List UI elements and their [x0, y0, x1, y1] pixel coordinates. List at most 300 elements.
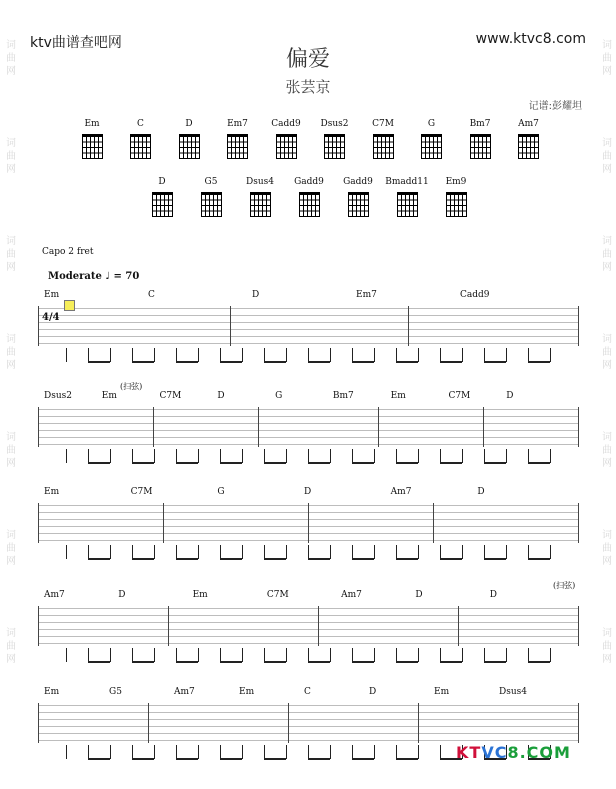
note-beam [132, 661, 154, 663]
note-beam [308, 361, 330, 363]
note-beam [264, 558, 286, 560]
tab-chord-label: Em [44, 687, 60, 697]
note-beam [484, 462, 506, 464]
tab-chord-label: C7M [130, 487, 153, 497]
watermark-char: 网 [6, 458, 16, 469]
note-beam [528, 661, 550, 663]
note-stem [110, 449, 111, 463]
chord-name: C [137, 119, 144, 129]
side-watermark-right [600, 40, 614, 726]
tab-chord-label: D [369, 687, 377, 697]
chord-diagram [507, 118, 551, 159]
note-beam [352, 462, 374, 464]
watermark-group [600, 628, 614, 726]
note-stem [308, 348, 309, 362]
tab-string-line [38, 615, 578, 616]
note-stem [264, 745, 265, 759]
watermark-char: 词 [602, 334, 612, 345]
tab-string-line [38, 322, 578, 323]
watermark-group [600, 40, 614, 138]
note-stem [88, 648, 89, 662]
rhythm-stems [38, 449, 578, 463]
watermark-char: 网 [6, 654, 16, 665]
logo-part-3: 8.COM [507, 743, 571, 762]
chord-diagram [336, 176, 380, 217]
fretboard-grid [348, 192, 369, 217]
fretboard-grid [324, 134, 345, 159]
tab-chord-label: Am7 [390, 487, 412, 497]
fretboard-grid [276, 134, 297, 159]
watermark-char: 曲 [602, 53, 612, 64]
chord-diagram [70, 118, 114, 159]
note-stem [506, 449, 507, 463]
note-stem [242, 545, 243, 559]
note-stem [242, 348, 243, 362]
note-stem [440, 545, 441, 559]
watermark-char: 曲 [602, 249, 612, 260]
watermark-char: 曲 [6, 543, 16, 554]
note-beam [352, 758, 374, 760]
note-beam [308, 758, 330, 760]
tab-chord-label: D [118, 590, 126, 600]
bar-line [578, 306, 579, 346]
note-stem [132, 348, 133, 362]
bar-line [578, 407, 579, 447]
watermark-group [4, 334, 18, 432]
note-beam [396, 361, 418, 363]
chord-name: C7M [372, 119, 394, 129]
bar-line [308, 503, 309, 543]
note-beam [396, 462, 418, 464]
tab-chord-label: D [506, 391, 514, 401]
note-stem [528, 449, 529, 463]
note-beam [528, 361, 550, 363]
watermark-group [600, 334, 614, 432]
note-beam [440, 558, 462, 560]
arranger-credit: 记谱:彭耀坦 [528, 101, 582, 112]
bar-line [38, 503, 39, 543]
tempo-marking: Moderate ♩ = 70 [48, 271, 140, 282]
note-stem [484, 348, 485, 362]
note-beam [132, 361, 154, 363]
rhythm-stems [38, 348, 578, 362]
note-stem [176, 745, 177, 759]
note-stem [154, 449, 155, 463]
tab-string-line [38, 444, 578, 445]
chord-diagram [434, 176, 478, 217]
fretboard-grid [152, 192, 173, 217]
note-stem [418, 745, 419, 759]
note-beam [176, 462, 198, 464]
note-stem [374, 745, 375, 759]
note-stem [154, 348, 155, 362]
bar-line [230, 306, 231, 346]
note-beam [88, 758, 110, 760]
chord-diagram [189, 176, 233, 217]
note-beam [88, 462, 110, 464]
highlight-marker [64, 300, 75, 311]
tab-string-line [38, 705, 578, 706]
note-stem [110, 545, 111, 559]
note-stem [440, 449, 441, 463]
tab-string-line [38, 608, 578, 609]
note-beam [440, 462, 462, 464]
chord-name: Em9 [445, 177, 467, 187]
bar-line [318, 606, 319, 646]
watermark-group [4, 236, 18, 334]
note-beam [220, 361, 242, 363]
note-stem [220, 449, 221, 463]
note-beam [264, 361, 286, 363]
tab-chord-label: C [148, 290, 155, 300]
tab-chord-label: Em7 [356, 290, 377, 300]
chord-diagram [361, 118, 405, 159]
note-beam [220, 758, 242, 760]
note-stem [154, 545, 155, 559]
note-beam [176, 361, 198, 363]
note-stem [198, 745, 199, 759]
note-beam [132, 758, 154, 760]
chord-diagram [287, 176, 331, 217]
time-signature: 4/4 [42, 312, 60, 323]
chord-name: G5 [204, 177, 218, 187]
bar-line [433, 503, 434, 543]
tab-chord-label: C [304, 687, 311, 697]
note-stem [374, 449, 375, 463]
tab-chord-label: Em [192, 590, 208, 600]
note-stem [132, 449, 133, 463]
note-beam [396, 558, 418, 560]
note-beam [176, 758, 198, 760]
tab-chord-label: D [252, 290, 260, 300]
fretboard-grid [227, 134, 248, 159]
watermark-char: 词 [602, 530, 612, 541]
watermark-group [4, 40, 18, 138]
note-stem [440, 648, 441, 662]
fretboard-grid [373, 134, 394, 159]
note-beam [308, 558, 330, 560]
note-beam [396, 661, 418, 663]
note-stem [264, 348, 265, 362]
note-stem [440, 745, 441, 759]
tab-string-line [38, 336, 578, 337]
tab-chord-label: D [304, 487, 312, 497]
bar-line [258, 407, 259, 447]
chord-diagram [385, 176, 429, 217]
rhythm-stems [38, 648, 578, 662]
tab-chord-label: Em [390, 391, 406, 401]
note-stem [352, 745, 353, 759]
note-stem [66, 745, 67, 759]
fretboard-grid [250, 192, 271, 217]
watermark-char: 词 [602, 628, 612, 639]
note-beam [264, 661, 286, 663]
note-stem [198, 545, 199, 559]
watermark-char: 词 [602, 138, 612, 149]
note-stem [550, 348, 551, 362]
note-stem [220, 648, 221, 662]
note-stem [198, 348, 199, 362]
note-stem [506, 348, 507, 362]
chord-diagram [238, 176, 282, 217]
note-stem [462, 348, 463, 362]
tab-string-line [38, 712, 578, 713]
note-stem [88, 449, 89, 463]
note-stem [550, 648, 551, 662]
tab-chord-label: Bm7 [332, 391, 354, 401]
tab-system [38, 382, 578, 447]
watermark-char: 网 [602, 164, 612, 175]
note-beam [220, 462, 242, 464]
tab-chord-label: Dsus4 [499, 687, 527, 697]
watermark-char: 词 [6, 138, 16, 149]
chord-diagram [140, 176, 184, 217]
tab-chord-label: Dsus2 [44, 391, 72, 401]
tab-string-line [38, 308, 578, 309]
note-stem [396, 449, 397, 463]
note-stem [220, 745, 221, 759]
watermark-char: 网 [6, 556, 16, 567]
bar-line [578, 503, 579, 543]
chord-name: Cadd9 [271, 119, 301, 129]
tab-chord-label: Am7 [341, 590, 362, 600]
note-beam [264, 462, 286, 464]
note-stem [132, 648, 133, 662]
note-stem [418, 348, 419, 362]
bar-line [38, 407, 39, 447]
chord-diagram [410, 118, 454, 159]
watermark-group [600, 432, 614, 530]
bar-line [378, 407, 379, 447]
note-stem [286, 648, 287, 662]
note-beam [88, 661, 110, 663]
note-beam [352, 361, 374, 363]
chord-diagram [313, 118, 357, 159]
tab-chord-label: Em [101, 391, 117, 401]
note-stem [396, 348, 397, 362]
chord-name: D [158, 177, 166, 187]
note-beam [484, 361, 506, 363]
bar-line [168, 606, 169, 646]
note-beam [352, 661, 374, 663]
chord-name: Bmadd11 [385, 177, 429, 187]
bar-line [483, 407, 484, 447]
note-beam [176, 558, 198, 560]
bar-line [578, 703, 579, 743]
tab-chord-label: Em [44, 290, 60, 300]
note-stem [506, 545, 507, 559]
tab-chord-label: D [217, 391, 225, 401]
tab-chord-label: D [489, 590, 497, 600]
note-stem [484, 449, 485, 463]
watermark-char: 曲 [6, 151, 16, 162]
chord-name: Em7 [227, 119, 248, 129]
tab-string-line [38, 315, 578, 316]
tab-string-line [38, 622, 578, 623]
capo-instruction: Capo 2 fret [42, 247, 94, 257]
note-stem [286, 449, 287, 463]
site-url[interactable]: www.ktvc8.com [475, 31, 586, 47]
watermark-char: 网 [602, 556, 612, 567]
note-stem [396, 745, 397, 759]
note-stem [66, 348, 67, 362]
chord-name: Am7 [518, 119, 539, 129]
note-beam [308, 462, 330, 464]
note-beam [264, 758, 286, 760]
watermark-group [4, 432, 18, 530]
fretboard-grid [397, 192, 418, 217]
tab-chord-label: D [477, 487, 485, 497]
watermark-char: 网 [6, 66, 16, 77]
side-watermark-left [4, 40, 18, 726]
note-stem [308, 545, 309, 559]
chord-diagram [167, 118, 211, 159]
tab-system [38, 581, 578, 646]
tab-string-line [38, 430, 578, 431]
bar-line [578, 606, 579, 646]
bar-line [38, 606, 39, 646]
note-stem [132, 545, 133, 559]
note-stem [550, 545, 551, 559]
tab-string-line [38, 643, 578, 644]
note-stem [528, 545, 529, 559]
chord-name: Bm7 [469, 119, 491, 129]
site-logo [456, 743, 571, 762]
tab-string-line [38, 636, 578, 637]
note-stem [374, 648, 375, 662]
note-beam [220, 558, 242, 560]
bar-line [288, 703, 289, 743]
fretboard-grid [421, 134, 442, 159]
note-stem [484, 648, 485, 662]
note-stem [418, 545, 419, 559]
note-stem [198, 449, 199, 463]
bar-line [408, 306, 409, 346]
note-stem [286, 745, 287, 759]
tab-chord-label: G [275, 391, 283, 401]
chord-name: Dsus4 [246, 177, 274, 187]
note-stem [330, 648, 331, 662]
note-stem [528, 648, 529, 662]
watermark-group [4, 530, 18, 628]
note-stem [88, 545, 89, 559]
chord-diagram [458, 118, 502, 159]
bar-line [153, 407, 154, 447]
tab-string-line [38, 416, 578, 417]
note-stem [286, 348, 287, 362]
tab-chord-label: C7M [159, 391, 182, 401]
rhythm-stems [38, 545, 578, 559]
tab-chord-label: Am7 [174, 687, 195, 697]
note-stem [418, 648, 419, 662]
note-stem [352, 449, 353, 463]
note-beam [528, 462, 550, 464]
tab-chord-label: Cadd9 [460, 290, 490, 300]
chord-diagram [119, 118, 163, 159]
tab-system [38, 487, 578, 543]
watermark-char: 词 [6, 628, 16, 639]
watermark-char: 网 [602, 66, 612, 77]
bar-line [163, 503, 164, 543]
note-stem [88, 745, 89, 759]
song-title: 偏爱 [285, 47, 330, 72]
watermark-char: 曲 [602, 347, 612, 358]
watermark-char: 网 [602, 654, 612, 665]
note-stem [352, 348, 353, 362]
note-stem [528, 348, 529, 362]
note-stem [330, 745, 331, 759]
note-stem [110, 745, 111, 759]
note-beam [88, 558, 110, 560]
brand-name: ktv曲谱查吧网 [30, 35, 122, 51]
tab-chord-label: Em [44, 487, 60, 497]
note-stem [374, 545, 375, 559]
bar-line [38, 306, 39, 346]
watermark-char: 网 [602, 262, 612, 273]
note-stem [176, 449, 177, 463]
fretboard-grid [299, 192, 320, 217]
watermark-char: 网 [6, 164, 16, 175]
chord-diagram [216, 118, 260, 159]
tab-string-line [38, 329, 578, 330]
note-stem [88, 348, 89, 362]
note-beam [440, 661, 462, 663]
note-stem [308, 449, 309, 463]
tab-chord-label: G5 [109, 687, 122, 697]
watermark-char: 曲 [602, 641, 612, 652]
tab-string-line [38, 409, 578, 410]
note-beam [484, 661, 506, 663]
chord-name: Em [84, 119, 100, 129]
tab-chord-label: D [415, 590, 423, 600]
watermark-group [600, 236, 614, 334]
chord-name: Dsus2 [320, 119, 349, 129]
note-stem [550, 449, 551, 463]
chord-name: Gadd9 [343, 177, 373, 187]
note-stem [220, 545, 221, 559]
watermark-char: 曲 [6, 641, 16, 652]
note-stem [264, 648, 265, 662]
bar-line [148, 703, 149, 743]
logo-part-1: KT [456, 743, 482, 762]
note-stem [352, 648, 353, 662]
watermark-char: 词 [602, 432, 612, 443]
chord-diagram [264, 118, 308, 159]
bar-line [418, 703, 419, 743]
note-stem [198, 648, 199, 662]
watermark-group [600, 138, 614, 236]
watermark-char: 网 [6, 262, 16, 273]
note-stem [462, 545, 463, 559]
watermark-char: 网 [602, 458, 612, 469]
chord-name: D [185, 119, 193, 129]
tab-system [38, 687, 578, 743]
note-beam [352, 558, 374, 560]
tab-chord-label: Am7 [44, 590, 65, 600]
note-stem [220, 348, 221, 362]
watermark-group [600, 530, 614, 628]
note-stem [286, 545, 287, 559]
note-beam [132, 462, 154, 464]
note-stem [330, 449, 331, 463]
note-stem [330, 348, 331, 362]
note-beam [528, 558, 550, 560]
tab-string-line [38, 719, 578, 720]
watermark-char: 词 [6, 40, 16, 51]
strum-note: (扫弦) [120, 382, 143, 391]
watermark-group [4, 138, 18, 236]
fretboard-grid [82, 134, 103, 159]
